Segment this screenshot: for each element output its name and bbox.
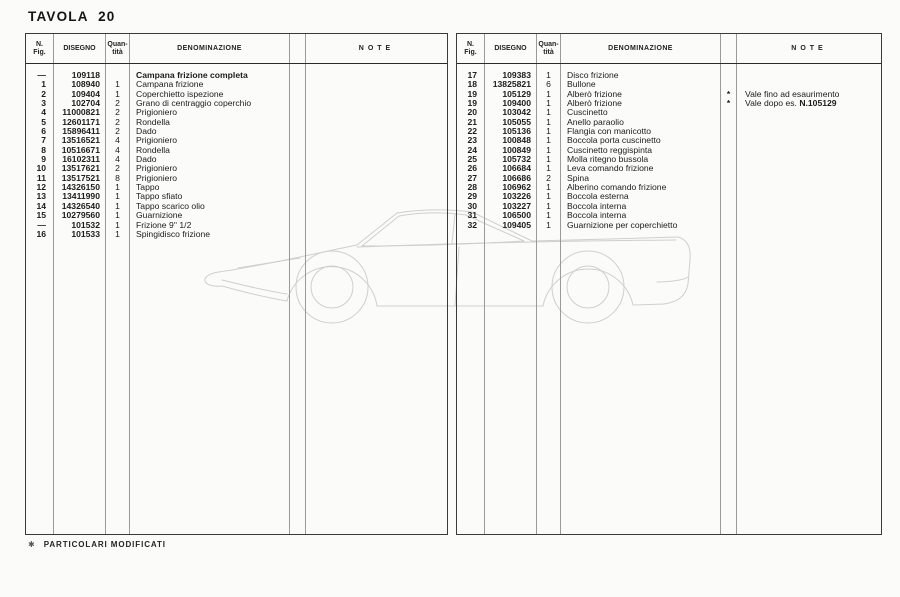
note-asterisk [721, 183, 736, 192]
col-header-qty [106, 34, 130, 63]
drawing-number: 105055 [502, 116, 531, 127]
note-asterisk [721, 155, 736, 164]
quantity: 4 [115, 144, 120, 155]
part-name: Dado [136, 126, 157, 137]
quantity: 1 [115, 79, 120, 90]
note-text [306, 71, 447, 80]
fig-number: — [37, 70, 46, 80]
drawing-number: 13517621 [61, 163, 100, 174]
quantity: 1 [115, 210, 120, 221]
note-text [737, 211, 881, 220]
col-header-qty [537, 34, 561, 63]
quantity: 1 [546, 88, 551, 99]
quantity: 1 [546, 182, 551, 193]
quantity: 2 [115, 107, 120, 118]
fig-number: 4 [41, 107, 46, 118]
note-asterisk [721, 146, 736, 155]
drawing-number: 105136 [502, 126, 531, 137]
fig-number: 11 [36, 172, 46, 183]
drawing-number: 102704 [71, 98, 100, 109]
note-asterisk [290, 146, 305, 155]
col-header-star [721, 34, 737, 63]
part-name: Prigioniero [136, 135, 178, 146]
note-asterisk [290, 230, 305, 239]
col-header-qty-line2: tità [543, 48, 554, 56]
part-name: Campana frizione [136, 79, 204, 90]
fig-number: 24 [467, 144, 477, 155]
note-asterisk: * [726, 98, 731, 109]
note-asterisk [290, 202, 305, 211]
fig-number: 32 [467, 219, 477, 230]
part-name: Alberino comando frizione [567, 182, 667, 193]
fig-number: 13 [36, 191, 46, 202]
note-text [737, 155, 881, 164]
fig-number: 10 [36, 163, 46, 174]
fig-number: 21 [467, 116, 477, 127]
note-asterisk [721, 174, 736, 183]
fig-number: 26 [467, 163, 477, 174]
fig-number: 7 [41, 135, 46, 146]
note-asterisk: * [726, 88, 731, 99]
part-name: Boccola interna [567, 200, 627, 211]
note-text: Vale fino ad esaurimento [745, 88, 840, 99]
fig-number: 18 [467, 79, 477, 90]
quantity: 4 [115, 154, 120, 165]
col-header-fig [26, 34, 54, 63]
col-header-note-label: NOTE [791, 44, 827, 52]
table-body-right [457, 64, 881, 534]
note-text [306, 202, 447, 211]
quantity: 1 [546, 219, 551, 230]
modified-parts-asterisk-icon: ✱ [28, 540, 35, 549]
fig-column [457, 64, 485, 534]
note-asterisk [290, 80, 305, 89]
col-header-denominazione [130, 34, 290, 63]
note-text [306, 164, 447, 173]
qty-column [106, 64, 130, 534]
part-name: Flangia con manicotto [567, 126, 652, 137]
denominazione-column [130, 64, 290, 534]
note-text [306, 99, 447, 108]
col-header-fig-line1: N. [467, 40, 474, 48]
fig-number: 19 [467, 88, 477, 99]
fig-number: 5 [41, 116, 46, 127]
drawing-number: 12601171 [62, 116, 100, 127]
part-name: Molla ritegno bussola [567, 154, 649, 165]
note-text [737, 127, 881, 136]
quantity: 1 [115, 191, 120, 202]
col-header-disegno [485, 34, 537, 63]
quantity: 1 [546, 210, 551, 221]
drawing-number: 109383 [502, 70, 531, 80]
note-text [306, 136, 447, 145]
note-text [737, 118, 881, 127]
fig-number: 8 [41, 144, 46, 155]
part-name: Bullone [567, 79, 596, 90]
part-name: Guarnizione [136, 210, 183, 221]
note-text [306, 127, 447, 136]
drawing-number: 105732 [502, 154, 531, 165]
part-name: Anello paraolio [567, 116, 624, 127]
part-name: Tappo [136, 182, 160, 193]
note-text [737, 221, 881, 230]
note-asterisk [721, 136, 736, 145]
part-name: Leva comando frizione [567, 163, 654, 174]
part-name: Boccola esterna [567, 191, 629, 202]
part-name: Rondella [136, 116, 170, 127]
note-text [306, 174, 447, 183]
note-text [306, 230, 447, 239]
star-column [290, 64, 306, 534]
part-name: Spina [567, 172, 589, 183]
quantity: 2 [115, 163, 120, 174]
note-asterisk [290, 127, 305, 136]
disegno-column [54, 64, 106, 534]
drawing-number: 100849 [502, 144, 531, 155]
drawing-number: 106962 [502, 182, 531, 193]
drawing-number: 11000821 [62, 107, 100, 118]
fig-number: 16 [36, 228, 46, 239]
note-asterisk [290, 90, 305, 99]
part-name: Cuscinetto reggispinta [567, 144, 653, 155]
table-header-right [457, 34, 881, 64]
fig-number: 19 [467, 98, 477, 109]
drawing-number: 13516521 [61, 135, 100, 146]
fig-number: 12 [36, 182, 46, 193]
note-text [737, 164, 881, 173]
note-asterisk [721, 71, 736, 80]
note-text [306, 155, 447, 164]
note-text [306, 192, 447, 201]
note-asterisk [290, 164, 305, 173]
fig-column [26, 64, 54, 534]
drawing-number: 108940 [71, 79, 100, 90]
drawing-number: 13825821 [492, 79, 531, 90]
drawing-number: 106500 [502, 210, 531, 221]
col-header-fig-line2: Fig. [33, 48, 46, 56]
fig-number: 14 [36, 200, 46, 211]
col-header-note [737, 34, 881, 63]
note-text [737, 146, 881, 155]
drawing-number: 103042 [502, 107, 531, 118]
fig-number: 3 [41, 98, 46, 109]
note-asterisk [721, 202, 736, 211]
drawing-number: 10516671 [61, 144, 100, 155]
col-header-disegno-label: DISEGNO [63, 44, 96, 52]
fig-number: 31 [467, 210, 477, 221]
quantity: 8 [115, 172, 120, 183]
parts-table-left [25, 33, 448, 535]
quantity: 1 [546, 163, 551, 174]
col-header-qty-line1: Quan- [107, 40, 128, 48]
note-asterisk [721, 164, 736, 173]
note-text [306, 221, 447, 230]
fig-number: — [37, 219, 46, 230]
col-header-denominazione-label: DENOMINAZIONE [177, 44, 242, 52]
drawing-number: 14326150 [61, 182, 100, 193]
part-name: Boccola porta cuscinetto [567, 135, 661, 146]
drawing-number: 103226 [502, 191, 531, 202]
drawing-number: 109118 [71, 70, 100, 80]
note-text [737, 71, 881, 80]
part-name: Alberò frizione [567, 88, 622, 99]
quantity: 1 [115, 219, 120, 230]
note-text [737, 183, 881, 192]
fig-number: 20 [467, 107, 477, 118]
quantity: 2 [115, 98, 120, 109]
note-text [737, 202, 881, 211]
page-title: TAVOLA 20 [28, 9, 116, 24]
note-text [306, 118, 447, 127]
fig-number: 9 [41, 154, 46, 165]
note-asterisk [290, 155, 305, 164]
part-name: Boccola interna [567, 210, 627, 221]
quantity: 6 [546, 79, 551, 90]
quantity: 2 [115, 116, 120, 127]
note-asterisk [721, 127, 736, 136]
note-text [306, 211, 447, 220]
quantity: 4 [115, 135, 120, 146]
note-text [737, 174, 881, 183]
drawing-number: 15896411 [62, 126, 100, 137]
part-name: Alberò frizione [567, 98, 622, 109]
quantity: 1 [115, 182, 120, 193]
note-text [306, 183, 447, 192]
footer [28, 540, 166, 549]
part-name: Spingidisco frizione [136, 228, 211, 239]
part-name: Tappo scarico olio [136, 200, 205, 211]
quantity: 1 [546, 144, 551, 155]
note-asterisk [290, 192, 305, 201]
quantity: 1 [546, 107, 551, 118]
drawing-number: 106686 [502, 172, 531, 183]
note-text [737, 192, 881, 201]
drawing-number: 13517521 [61, 172, 100, 183]
part-name: Cuscinetto [567, 107, 608, 118]
quantity: 1 [115, 200, 120, 211]
drawing-number: 105129 [502, 88, 531, 99]
quantity: 1 [546, 191, 551, 202]
fig-number: 29 [467, 191, 477, 202]
col-header-qty-line1: Quan- [538, 40, 559, 48]
disegno-column [485, 64, 537, 534]
table-body-left [26, 64, 447, 534]
quantity: 1 [546, 116, 551, 127]
part-name: Prigioniero [136, 107, 178, 118]
col-header-fig [457, 34, 485, 63]
drawing-number: 103227 [502, 200, 531, 211]
note-asterisk [290, 221, 305, 230]
part-name: Disco frizione [567, 70, 619, 80]
note-text [306, 80, 447, 89]
fig-number: 30 [467, 200, 477, 211]
fig-number: 23 [467, 135, 477, 146]
note-text: Vale dopo es. N.105129 [745, 98, 837, 109]
note-text [737, 136, 881, 145]
col-header-denominazione [561, 34, 721, 63]
part-name: Guarnizione per coperchietto [567, 219, 678, 230]
star-column [721, 64, 737, 534]
note-asterisk [721, 108, 736, 117]
fig-number: 25 [467, 154, 477, 165]
note-text [306, 108, 447, 117]
note-asterisk [290, 99, 305, 108]
part-name: Coperchietto ispezione [136, 88, 224, 99]
quantity: 1 [546, 154, 551, 165]
fig-number: 28 [467, 182, 477, 193]
col-header-fig-line1: N. [36, 40, 43, 48]
quantity: 1 [546, 126, 551, 137]
note-asterisk [290, 183, 305, 192]
col-header-note [306, 34, 447, 63]
quantity: 1 [546, 98, 551, 109]
quantity: 2 [115, 126, 120, 137]
note-asterisk [290, 136, 305, 145]
part-name: Grano di centraggio coperchio [136, 98, 252, 109]
drawing-number: 14326540 [61, 200, 100, 211]
qty-column [537, 64, 561, 534]
drawing-number: 10279560 [61, 210, 100, 221]
col-header-disegno-label: DISEGNO [494, 44, 527, 52]
fig-number: 15 [36, 210, 46, 221]
note-asterisk [290, 118, 305, 127]
col-header-star [290, 34, 306, 63]
fig-number: 22 [467, 126, 477, 137]
col-header-disegno [54, 34, 106, 63]
note-text [306, 146, 447, 155]
col-header-denominazione-label: DENOMINAZIONE [608, 44, 673, 52]
part-name: Prigioniero [136, 163, 178, 174]
part-name: Tappo sfiato [136, 191, 183, 202]
quantity: 1 [546, 135, 551, 146]
fig-number: 1 [41, 79, 46, 90]
quantity: 1 [115, 228, 120, 239]
drawing-number: 101532 [71, 219, 100, 230]
col-header-fig-line2: Fig. [464, 48, 477, 56]
part-name: Rondella [136, 144, 170, 155]
drawing-number: 101533 [71, 228, 100, 239]
table-header-left [26, 34, 447, 64]
note-text [306, 90, 447, 99]
note-column [306, 64, 447, 534]
drawing-number: 109405 [502, 219, 531, 230]
col-header-qty-line2: tità [112, 48, 123, 56]
note-column [737, 64, 881, 534]
note-asterisk [721, 192, 736, 201]
note-asterisk [290, 211, 305, 220]
drawing-number: 16102311 [62, 154, 100, 165]
quantity: 1 [546, 200, 551, 211]
drawing-number: 13411990 [62, 191, 100, 202]
note-asterisk [721, 221, 736, 230]
quantity: 1 [546, 70, 551, 80]
quantity: 1 [115, 88, 120, 99]
part-name: Prigioniero [136, 172, 178, 183]
drawing-number: 106684 [502, 163, 531, 174]
note-asterisk [290, 174, 305, 183]
part-name: Dado [136, 154, 157, 165]
part-name: Campana frizione completa [136, 70, 248, 80]
note-asterisk [290, 71, 305, 80]
note-asterisk [290, 108, 305, 117]
drawing-number: 109404 [71, 88, 100, 99]
parts-table-right [456, 33, 882, 535]
fig-number: 6 [41, 126, 46, 137]
drawing-number: 100848 [502, 135, 531, 146]
fig-number: 27 [467, 172, 477, 183]
note-text [737, 108, 881, 117]
note-asterisk [721, 211, 736, 220]
part-name: Frizione 9'' 1/2 [136, 219, 192, 230]
drawing-number: 109400 [502, 98, 531, 109]
denominazione-column [561, 64, 721, 534]
col-header-note-label: NOTE [358, 44, 395, 52]
fig-number: 2 [41, 88, 46, 99]
note-asterisk [721, 118, 736, 127]
footer-label: PARTICOLARI MODIFICATI [43, 540, 166, 549]
fig-number: 17 [467, 70, 477, 80]
quantity: 2 [546, 172, 551, 183]
